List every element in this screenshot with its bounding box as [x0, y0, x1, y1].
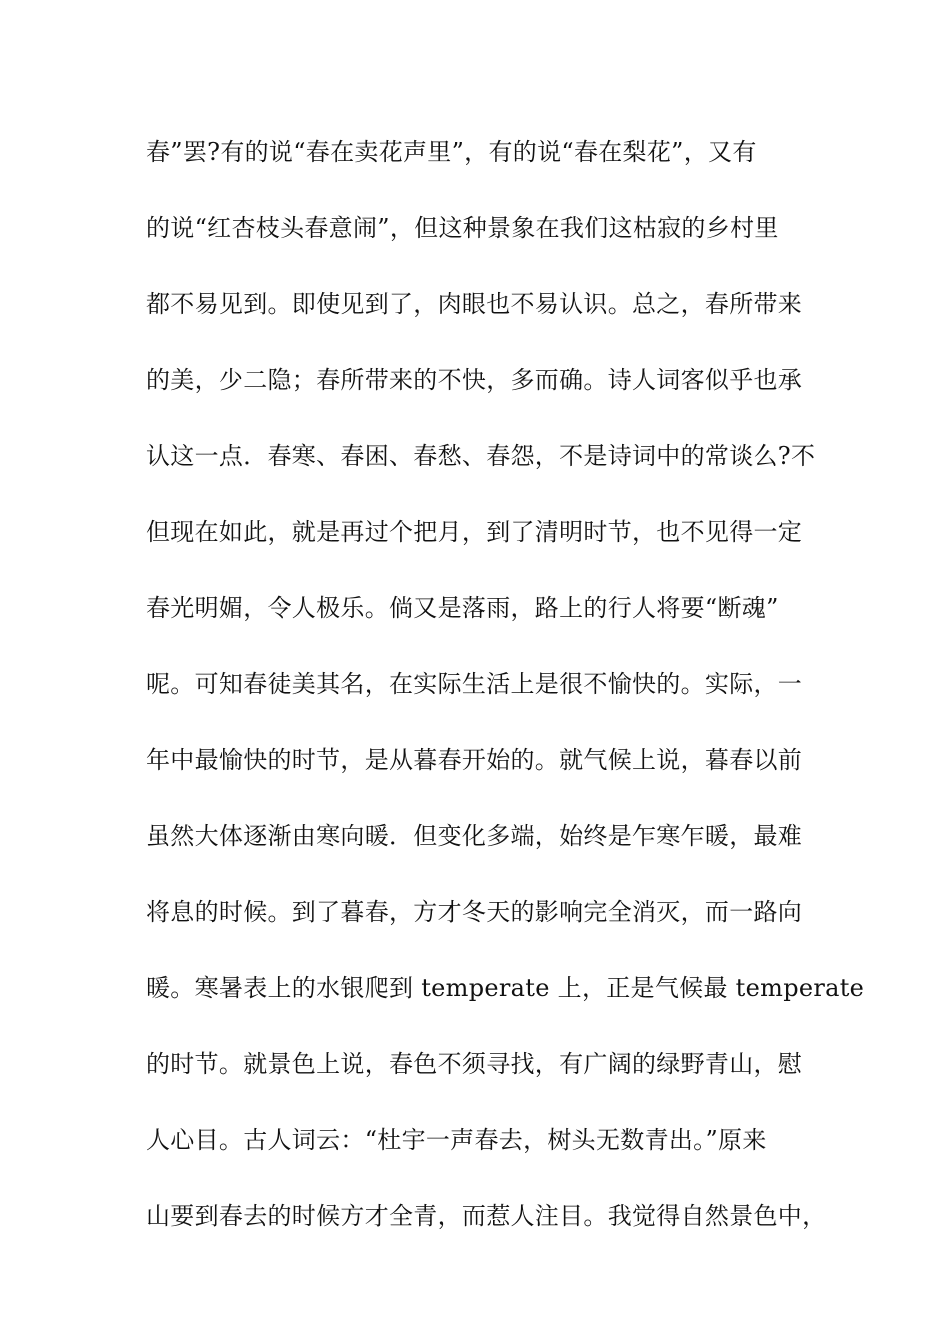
text-line: 认这一点．春寒、春困、春愁、春怨，不是诗词中的常谈么?不 — [146, 442, 816, 470]
text-line: 的说“红杏枝头春意闹”，但这种景象在我们这枯寂的乡村里 — [146, 214, 779, 242]
essay-body — [146, 132, 865, 1272]
text-line: 虽然大体逐渐由寒向暖．但变化多端，始终是乍寒乍暖，最难 — [146, 822, 803, 850]
text-line: 春光明媚，令人极乐。倘又是落雨，路上的行人将要“断魂” — [146, 594, 779, 622]
text-line: 但现在如此，就是再过个把月，到了清明时节，也不见得一定 — [146, 518, 803, 546]
text-line: 春”罢?有的说“春在卖花声里”，有的说“春在梨花”，又有 — [146, 138, 757, 166]
text-line: 年中最愉快的时节，是从暮春开始的。就气候上说，暮春以前 — [146, 746, 803, 774]
text-line: 暖。寒暑表上的水银爬到 temperate 上，正是气候最 temperate — [146, 974, 865, 1002]
text-line: 呢。可知春徒美其名，在实际生活上是很不愉快的。实际，一 — [146, 670, 803, 698]
text-line: 的时节。就景色上说，春色不须寻找，有广阔的绿野青山，慰 — [146, 1050, 803, 1078]
text-line: 的美，少二隐；春所带来的不快，多而确。诗人词客似乎也承 — [146, 366, 803, 394]
text-line: 山要到春去的时候方才全青，而惹人注目。我觉得自然景色中， — [146, 1202, 827, 1230]
text-line: 将息的时候。到了暮春，方才冬天的影响完全消灭，而一路向 — [146, 898, 803, 926]
text-line: 人心目。古人词云：“杜宇一声春去，树头无数青出。”原来 — [146, 1126, 767, 1154]
text-line: 都不易见到。即使见到了，肉眼也不易认识。总之，春所带来 — [146, 290, 803, 318]
